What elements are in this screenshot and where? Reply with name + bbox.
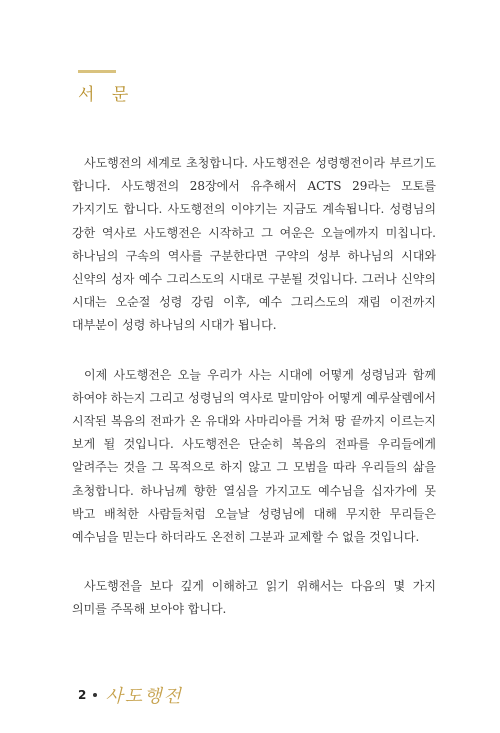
book-title-logo: 사도행전 [105,686,183,707]
page-number: 2 [78,688,87,702]
paragraph-1: 사도행전의 세계로 초청합니다. 사도행전은 성령행전이라 부르기도 합니다. 사도행전의 28장에서 유추해서 ACTS 29라는 모토를 가지기도 합니다. 사도행전의 이야기는 지금도 계속됩니다. 성령님의 강한 역사로 사도행전은 시작하고 그 여운은 오늘에까지 미칩니다. 하나님의 구속의 역사를 구분한다면 구약의 성부 하나님의 시대와 신약의 성자 예수 그리스도의 시대로 구분될 것입니다. 그러나 신약의 시대는 오순절 성령 강림 이후, 예수 그리스도의 재림 이전까지 대부분이 성령 하나님의 시대가 됩니다. [72,156,436,333]
paragraph-2: 이제 사도행전은 오늘 우리가 사는 시대에 어떻게 성령님과 함께 하여야 하는지 그리고 성령님의 역사로 말미암아 어떻게 예루살렘에서 시작된 복음의 전파가 온 유대와 사마리아를 거쳐 땅 끝까지 이르는지 보게 될 것입니다. 사도행전은 단순히 복음의 전파를 우리들에게 알려주는 것을 그 목적으로 하지 않고 그 모범을 따라 우리들의 삶을 초청합니다. 하나님께 향한 열심을 가지고도 예수님을 십자가에 못 박고 배척한 사람들처럼 오늘날 성령님에 대해 무지한 무리들은 예수님을 믿는다 하더라도 온전히 그분과 교제할 수 없을 것입니다. [72,367,436,545]
bullet-separator-icon [93,693,97,697]
title-accent-bar [78,70,116,73]
body-text [72,152,436,648]
page-footer [78,682,183,708]
paragraph-3: 사도행전을 보다 깊게 이해하고 읽기 위해서는 다음의 몇 가지 의미를 주목해 보아야 합니다. [72,579,436,617]
section-title: 서 문 [78,85,135,105]
